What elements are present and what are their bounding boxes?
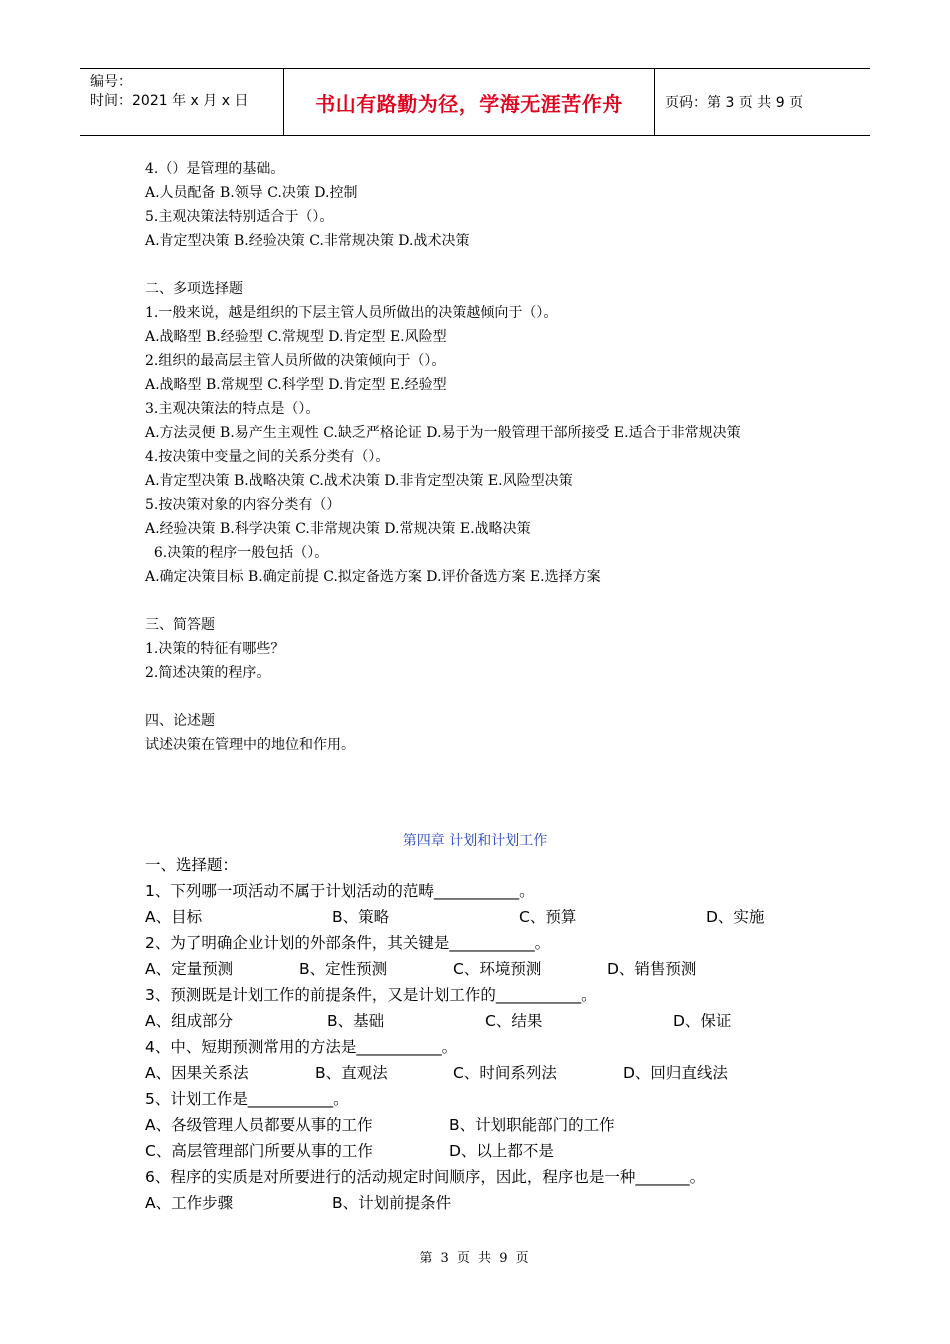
options-line: A.肯定型决策 B.经验决策 C.非常规决策 D.战术决策	[145, 233, 470, 249]
option: A、组成部分	[145, 1012, 234, 1030]
section-heading-short: 三、简答题	[145, 617, 215, 633]
options-row	[145, 1138, 825, 1164]
option: A、定量预测	[145, 960, 234, 978]
options-row	[145, 1060, 825, 1086]
section-heading-essay: 四、论述题	[145, 713, 215, 729]
options-line-wrapped: A.方法灵便 B.易产生主观性 C.缺乏严格论证 D.易于为一般管理干部所接受 E.适合于非常规决策	[145, 425, 741, 441]
question-line: 4、中、短期预测常用的方法是___________。	[145, 1038, 458, 1056]
option: A、各级管理人员都要从事的工作	[145, 1116, 373, 1134]
question-line: 6、程序的实质是对所要进行的活动规定时间顺序，因此，程序也是一种_______。	[145, 1168, 706, 1186]
option: B、基础	[327, 1012, 385, 1030]
question-line: 1.决策的特征有哪些？	[145, 641, 285, 657]
option: D、以上都不是	[449, 1142, 554, 1160]
time-label: 时间：2021 年 x 月 x 日	[90, 93, 249, 109]
options-line: A.战略型 B.常规型 C.科学型 D.肯定型 E.经验型	[145, 377, 447, 393]
option: C、预算	[519, 908, 577, 926]
options-row	[145, 1112, 825, 1138]
option: D、实施	[706, 908, 765, 926]
page-header	[80, 68, 870, 136]
option: A、因果关系法	[145, 1064, 249, 1082]
question-line: 试述决策在管理中的地位和作用。	[145, 737, 355, 753]
question-line: 4.（）是管理的基础。	[145, 161, 285, 177]
option: D、销售预测	[607, 960, 697, 978]
option: B、策略	[332, 908, 390, 926]
question-line: 5.按决策对象的内容分类有（）	[145, 497, 341, 513]
options-line: A.经验决策 B.科学决策 C.非常规决策 D.常规决策 E.战略决策	[145, 521, 531, 537]
header-page-label: 页码：第 3 页 共 9 页	[665, 95, 804, 111]
header-motto-cell	[283, 69, 655, 135]
option: C、时间系列法	[453, 1064, 557, 1082]
question-line: 2.组织的最高层主管人员所做的决策倾向于（）。	[145, 353, 446, 369]
option: A、工作步骤	[145, 1194, 234, 1212]
option: B、计划前提条件	[332, 1194, 452, 1212]
option: B、直观法	[315, 1064, 388, 1082]
question-line: 3.主观决策法的特点是（）。	[145, 401, 320, 417]
option: D、回归直线法	[623, 1064, 728, 1082]
question-line: 5.主观决策法特别适合于（）。	[145, 209, 334, 225]
question-line: 4.按决策中变量之间的关系分类有（）。	[145, 449, 390, 465]
document-body	[145, 157, 825, 757]
section-heading-multi: 二、多项选择题	[145, 281, 243, 297]
options-row	[145, 956, 825, 982]
options-line: A.确定决策目标 B.确定前提 C.拟定备选方案 D.评价备选方案 E.选择方案	[145, 569, 601, 585]
option: B、计划职能部门的工作	[449, 1116, 615, 1134]
question-line: 2.简述决策的程序。	[145, 665, 271, 681]
chapter4-body	[145, 852, 825, 1216]
option: B、定性预测	[299, 960, 388, 978]
section-heading-choice: 一、选择题：	[145, 856, 239, 874]
question-line: 6.决策的程序一般包括（）。	[145, 545, 329, 561]
options-row	[145, 1008, 825, 1034]
header-motto: 书山有路勤为径，学海无涯苦作舟	[315, 91, 623, 116]
option: C、结果	[485, 1012, 543, 1030]
question-line: 2、为了明确企业计划的外部条件，其关键是___________。	[145, 934, 551, 952]
chapter-title: 第四章 计划和计划工作	[402, 833, 548, 849]
question-line: 1、下列哪一项活动不属于计划活动的范畴___________。	[145, 882, 535, 900]
number-label: 编号：	[90, 74, 132, 90]
options-row	[145, 1190, 825, 1216]
question-line: 1.一般来说，越是组织的下层主管人员所做出的决策越倾向于（）。	[145, 305, 558, 321]
options-line: A.肯定型决策 B.战略决策 C.战术决策 D.非肯定型决策 E.风险型决策	[145, 473, 573, 489]
header-page-cell	[655, 69, 870, 135]
options-row	[145, 904, 825, 930]
option: D、保证	[673, 1012, 732, 1030]
page-footer: 第 3 页 共 9 页	[419, 1251, 531, 1266]
option: C、高层管理部门所要从事的工作	[145, 1142, 373, 1160]
option: C、环境预测	[453, 960, 542, 978]
question-line: 3、预测既是计划工作的前提条件，又是计划工作的___________。	[145, 986, 597, 1004]
options-line: A.战略型 B.经验型 C.常规型 D.肯定型 E.风险型	[145, 329, 447, 345]
options-line: A.人员配备 B.领导 C.决策 D.控制	[145, 185, 358, 201]
header-meta	[80, 69, 283, 135]
question-line: 5、计划工作是___________。	[145, 1090, 349, 1108]
option: A、目标	[145, 908, 203, 926]
